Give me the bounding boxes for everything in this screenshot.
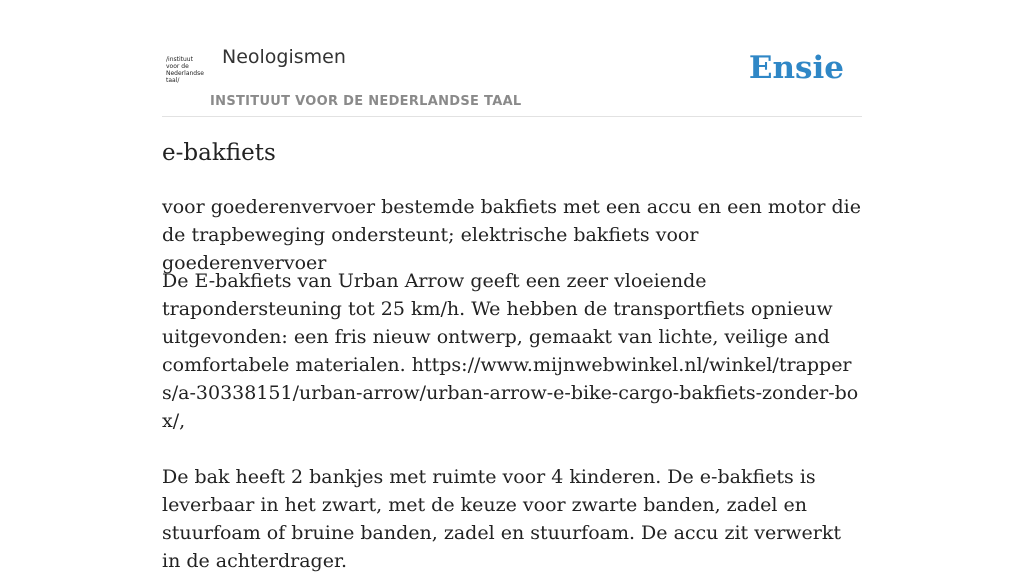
- quote-source-url[interactable]: https://www.mijnwebwinkel.nl/winkel/trappers/a-30338151/urban-arrow/urban-arrow-e-bike-cargo-bakfiets-zonder-box/,: [162, 354, 859, 432]
- logo-line: taal/: [166, 77, 180, 84]
- site-title[interactable]: Neologismen: [222, 46, 346, 68]
- site-subtitle: INSTITUUT VOOR DE NEDERLANDSE TAAL: [210, 94, 522, 109]
- quote-text: De E-bakfiets van Urban Arrow geeft een zeer vloeiende trapondersteuning tot 25 km/h. We hebben de transportfiets opnieuw uitgevonden: een fris nieuw ontwerp, gemaakt van lichte, veilige and comfortabele materialen.: [162, 270, 833, 376]
- logo-line: voor de: [166, 63, 189, 70]
- ensie-brand-logo[interactable]: Ensie: [748, 50, 844, 86]
- entry-definition: voor goederenvervoer bestemde bakfiets met een accu en een motor die de trapbeweging ondersteunt; elektrische bakfiets voor goederenvervoer: [162, 196, 862, 274]
- ivdnt-logo[interactable]: [166, 56, 208, 84]
- site-header: [162, 40, 862, 117]
- entry-term: e-bakfiets: [162, 140, 276, 166]
- logo-line: /instituut: [166, 56, 193, 63]
- logo-line: Nederlandse: [166, 70, 204, 77]
- quote-paragraph: [162, 267, 862, 435]
- entry-quotes: [162, 267, 862, 575]
- quote-paragraph: De bak heeft 2 bankjes met ruimte voor 4 kinderen. De e-bakfiets is leverbaar in het zwart, met de keuze voor zwarte banden, zadel en stuurfoam of bruine banden, zadel en stuurfoam. De accu zit verwerkt in de achterdrager.: [162, 466, 842, 572]
